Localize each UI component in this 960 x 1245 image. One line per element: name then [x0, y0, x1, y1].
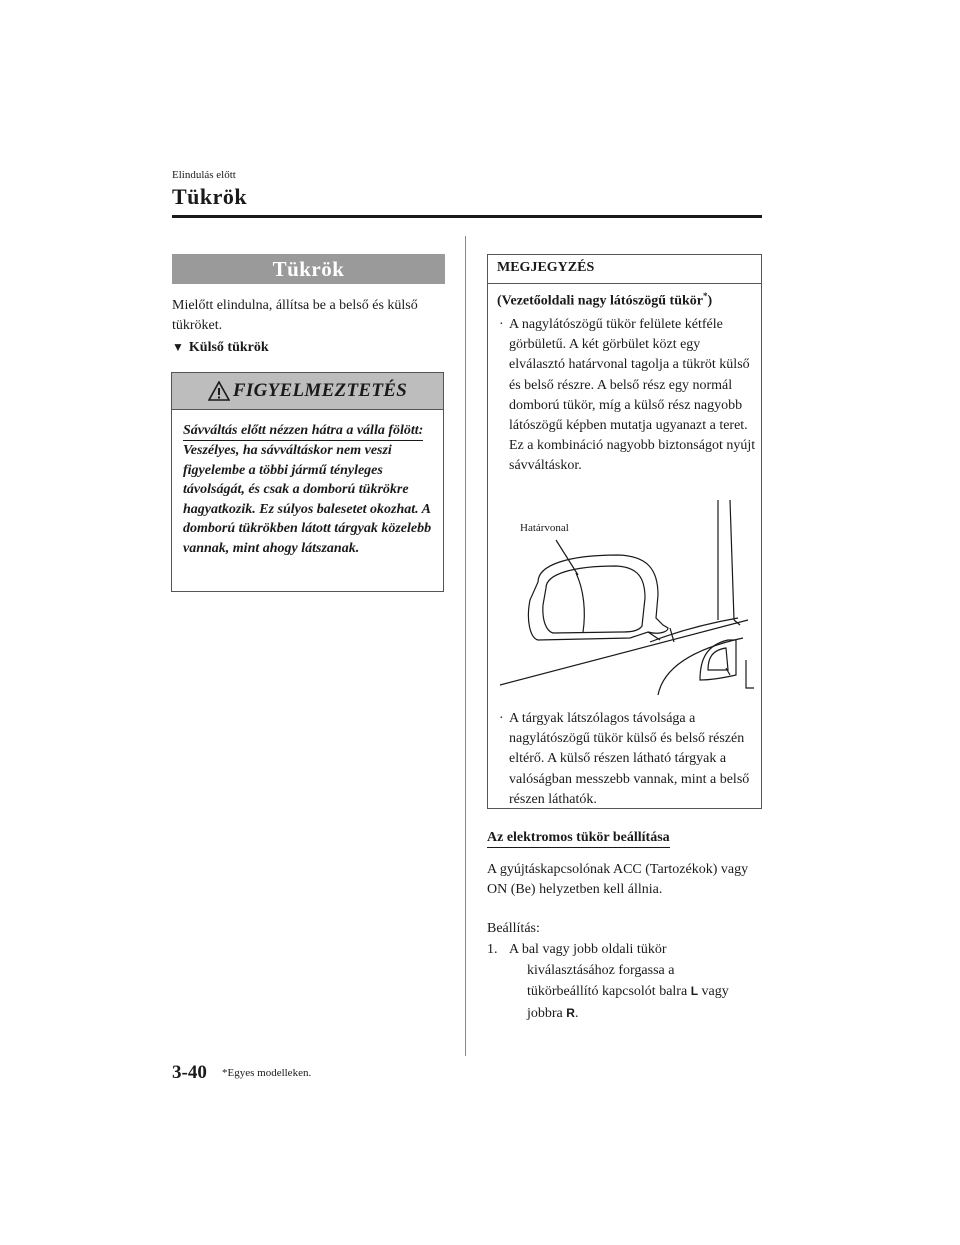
note-subheading: [497, 291, 712, 310]
column-divider: [465, 236, 466, 1056]
step-1-line-3: [527, 981, 762, 1003]
page-number: 3-40: [172, 1062, 207, 1083]
section-label: Elindulás előtt: [172, 169, 236, 181]
warning-heading: FIGYELMEZTETÉS: [232, 380, 408, 401]
step-1-line-4-end: .: [574, 1005, 579, 1021]
mirror-illustration: [498, 500, 758, 700]
warning-triangle-icon: [208, 381, 230, 401]
note-bullet-1: [499, 315, 757, 477]
page-title: Tükrök: [172, 184, 248, 209]
note-bullet-2: [499, 709, 757, 810]
bullet-dot: ·: [499, 711, 504, 726]
triangle-down-icon: ▼: [172, 340, 184, 354]
step-1-line-3-end: vagy: [701, 984, 729, 999]
note-bullet-1-text: A nagylátószögű tükör felülete kétféle görbületű. A két görbület közt egy elválasztó határvonal tagolja a tükröt külső és belső részre. A belső rész egy normál domború tükör, míg a külső rész nagyobb látószögű képben mutatja ugyanazt a teret. Ez a kombináció nagyobb biztonságot nyújt sávváltáskor.: [509, 317, 756, 474]
warning-header-rule: [172, 409, 443, 410]
boundary-label: Határvonal: [520, 522, 569, 534]
footnote: *Egyes modelleken.: [222, 1067, 312, 1079]
step-1-line-1: A bal vagy jobb oldali tükör: [509, 942, 667, 957]
step-1: [487, 940, 762, 1024]
bullet-dot: ·: [499, 317, 504, 332]
step-1-line-4: [527, 1003, 762, 1025]
warning-box: [171, 372, 444, 592]
key-right-label: R: [566, 1005, 575, 1020]
note-bullet-2-text: A tárgyak látszólagos távolsága a nagylátószögű tükör külső és belső részén eltérő. A külső részen látható tárgyak a valóságban messzebb vannak, mint a belső részen láthatók.: [509, 711, 750, 807]
step-1-line-4-text: jobbra: [527, 1005, 563, 1021]
header-rule: [172, 215, 762, 218]
key-left-label: L: [690, 984, 699, 998]
note-subheading-close: ): [707, 293, 713, 309]
ignition-paragraph: A gyújtáskapcsolónak ACC (Tartozékok) vagy ON (Be) helyzetben kell állnia.: [487, 862, 749, 897]
warning-text: Veszélyes, ha sávváltáskor nem veszi figyelembe a többi jármű tényleges távolságát, és csak a domború tükrökre hagyatkozik. Ez súlyos balesetet okozhat. A domború tükrökben látott tárgyak közelebb vannak, mint ahogy látszanak.: [183, 443, 432, 556]
note-box: [487, 254, 762, 809]
step-1-line-2: kiválasztásához forgassa a: [527, 962, 675, 978]
electric-mirror-heading: Az elektromos tükör beállítása: [487, 830, 670, 848]
warning-header: [172, 373, 443, 409]
note-heading: MEGJEGYZÉS: [497, 260, 595, 275]
intro-paragraph: Mielőtt elindulna, állítsa be a belső és külső tükröket.: [172, 298, 418, 333]
step-1-line-3-text: tükörbeállító kapcsolót balra: [527, 984, 688, 999]
subheading-text: Külső tükrök: [188, 340, 269, 355]
section-banner: Tükrök: [172, 254, 445, 284]
warning-body: [183, 421, 435, 558]
asterisk-mark: *: [702, 291, 708, 301]
note-header-rule: [488, 283, 761, 284]
subheading-external-mirrors: [172, 340, 269, 356]
adjustment-label: Beállítás:: [487, 921, 540, 936]
step-1-text: [509, 940, 762, 1024]
step-1-number: 1.: [487, 942, 498, 957]
note-subheading-text: (Vezetőoldali nagy látószögű tükör: [497, 293, 703, 309]
warning-title: Sávváltás előtt nézzen hátra a válla fölött:: [183, 422, 423, 441]
